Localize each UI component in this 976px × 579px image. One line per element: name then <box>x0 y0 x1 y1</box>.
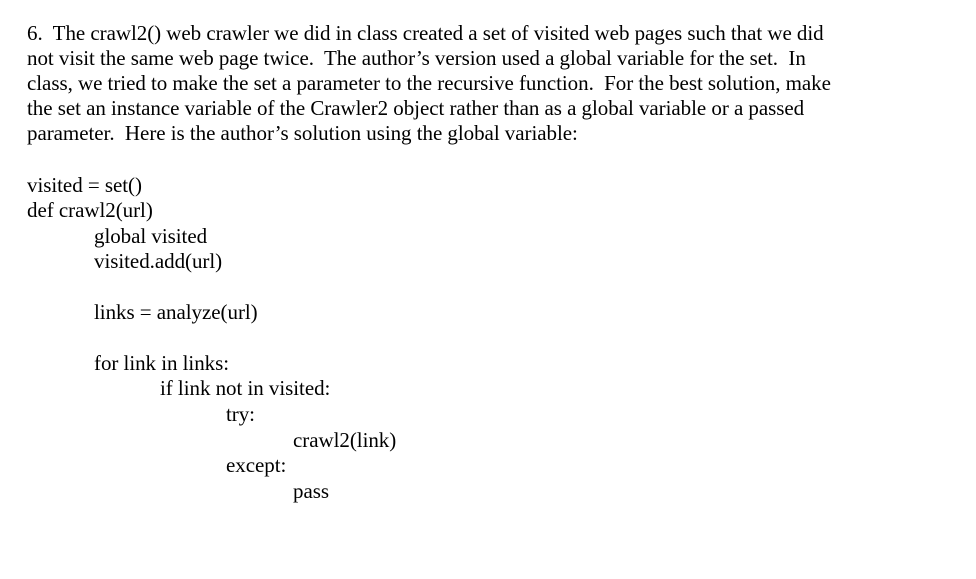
question-line: 6. The crawl2() web crawler we did in class created a set of visited web pages such that we did <box>27 21 824 45</box>
code-line: global visited <box>94 224 208 248</box>
code-line: for link in links: <box>94 351 230 375</box>
code-line: def crawl2(url) <box>27 198 153 222</box>
code-line: visited = set() <box>27 173 142 197</box>
question-line: not visit the same web page twice. The author’s version used a global variable for the set. In <box>27 46 806 70</box>
code-line: links = analyze(url) <box>94 300 258 324</box>
question-paragraph <box>27 21 957 146</box>
code-line: crawl2(link) <box>293 428 397 452</box>
code-line: except: <box>226 453 287 477</box>
code-line: try: <box>226 402 255 426</box>
question-line: the set an instance variable of the Crawler2 object rather than as a global variable or a passed <box>27 96 805 120</box>
code-line: pass <box>293 479 329 503</box>
code-line: if link not in visited: <box>160 376 331 400</box>
code-line: visited.add(url) <box>94 249 223 273</box>
question-line: parameter. Here is the author’s solution using the global variable: <box>27 121 578 145</box>
question-line: class, we tried to make the set a parameter to the recursive function. For the best solution, make <box>27 71 831 95</box>
